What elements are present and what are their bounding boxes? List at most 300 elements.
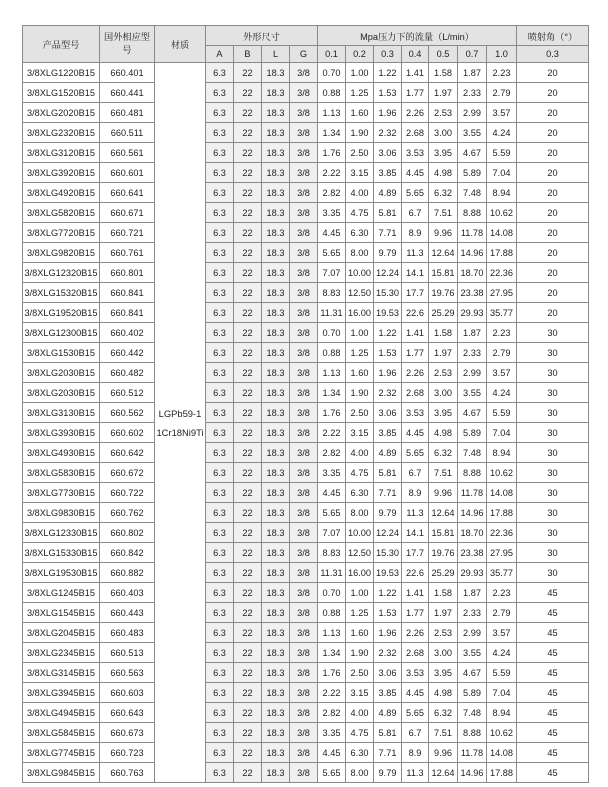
flow-0.3-cell: 1.96	[374, 103, 402, 123]
flow-1.0-cell: 4.24	[487, 383, 517, 403]
flow-0.2-cell: 1.90	[346, 643, 374, 663]
angle-cell: 30	[517, 423, 589, 443]
flow-1.0-cell: 5.59	[487, 663, 517, 683]
foreign-model-cell: 660.403	[100, 583, 155, 603]
table-row	[23, 223, 589, 243]
flow-0.4-cell: 2.68	[402, 643, 429, 663]
flow-0.1-cell: 0.70	[318, 63, 346, 83]
flow-0.4-cell: 2.68	[402, 123, 429, 143]
dim-g-cell: 3/8	[290, 483, 318, 503]
flow-0.7-cell: 7.48	[458, 443, 487, 463]
flow-0.1-cell: 5.65	[318, 243, 346, 263]
flow-0.4-cell: 1.41	[402, 323, 429, 343]
dim-l-cell: 18.3	[262, 403, 290, 423]
dim-a-cell: 6.3	[206, 403, 234, 423]
flow-0.2-cell: 1.25	[346, 83, 374, 103]
flow-0.1-cell: 3.35	[318, 463, 346, 483]
table-body	[23, 63, 589, 783]
flow-0.4-cell: 1.41	[402, 63, 429, 83]
dim-l-cell: 18.3	[262, 683, 290, 703]
flow-0.5-cell: 4.98	[429, 163, 458, 183]
flow-0.3-cell: 1.53	[374, 603, 402, 623]
header-angle: 喷射角（°）	[517, 26, 589, 46]
model-cell: 3/8XLG9845B15	[23, 763, 100, 783]
angle-cell: 30	[517, 483, 589, 503]
dim-l-cell: 18.3	[262, 523, 290, 543]
flow-0.7-cell: 1.87	[458, 63, 487, 83]
angle-cell: 45	[517, 663, 589, 683]
table-row	[23, 463, 589, 483]
flow-0.1-cell: 8.83	[318, 543, 346, 563]
flow-1.0-cell: 2.79	[487, 343, 517, 363]
dim-a-cell: 6.3	[206, 363, 234, 383]
flow-0.3-cell: 2.32	[374, 383, 402, 403]
flow-0.1-cell: 0.88	[318, 343, 346, 363]
flow-0.3-cell: 1.22	[374, 323, 402, 343]
flow-0.5-cell: 7.51	[429, 203, 458, 223]
dim-b-cell: 22	[234, 423, 262, 443]
flow-0.4-cell: 11.3	[402, 503, 429, 523]
flow-0.2-cell: 1.00	[346, 323, 374, 343]
flow-1.0-cell: 3.57	[487, 103, 517, 123]
dim-g-cell: 3/8	[290, 503, 318, 523]
dim-g-cell: 3/8	[290, 63, 318, 83]
flow-0.7-cell: 3.55	[458, 643, 487, 663]
flow-0.7-cell: 11.78	[458, 483, 487, 503]
flow-0.4-cell: 8.9	[402, 223, 429, 243]
dim-b-cell: 22	[234, 543, 262, 563]
dim-b-cell: 22	[234, 243, 262, 263]
header-dim-a: A	[206, 46, 234, 63]
dim-a-cell: 6.3	[206, 623, 234, 643]
dim-l-cell: 18.3	[262, 243, 290, 263]
flow-0.3-cell: 4.89	[374, 703, 402, 723]
flow-0.7-cell: 18.70	[458, 263, 487, 283]
flow-0.2-cell: 1.60	[346, 103, 374, 123]
flow-0.3-cell: 7.71	[374, 743, 402, 763]
flow-0.7-cell: 11.78	[458, 743, 487, 763]
flow-0.1-cell: 1.34	[318, 383, 346, 403]
angle-cell: 30	[517, 543, 589, 563]
header-pressure-0.7: 0.7	[458, 46, 487, 63]
table-header	[23, 26, 589, 63]
foreign-model-cell: 660.673	[100, 723, 155, 743]
dim-a-cell: 6.3	[206, 63, 234, 83]
flow-0.5-cell: 9.96	[429, 743, 458, 763]
dim-l-cell: 18.3	[262, 103, 290, 123]
table-row	[23, 83, 589, 103]
dim-b-cell: 22	[234, 83, 262, 103]
dim-b-cell: 22	[234, 523, 262, 543]
table-row	[23, 303, 589, 323]
dim-l-cell: 18.3	[262, 223, 290, 243]
model-cell: 3/8XLG4930B15	[23, 443, 100, 463]
dim-l-cell: 18.3	[262, 443, 290, 463]
dim-a-cell: 6.3	[206, 763, 234, 783]
flow-0.3-cell: 3.06	[374, 143, 402, 163]
dim-g-cell: 3/8	[290, 343, 318, 363]
flow-0.1-cell: 1.13	[318, 103, 346, 123]
flow-1.0-cell: 5.59	[487, 403, 517, 423]
table-row	[23, 183, 589, 203]
flow-0.4-cell: 2.68	[402, 383, 429, 403]
flow-0.1-cell: 2.82	[318, 703, 346, 723]
flow-0.1-cell: 2.22	[318, 423, 346, 443]
dim-g-cell: 3/8	[290, 643, 318, 663]
flow-0.1-cell: 3.35	[318, 203, 346, 223]
flow-0.4-cell: 14.1	[402, 523, 429, 543]
flow-0.2-cell: 4.75	[346, 463, 374, 483]
flow-0.3-cell: 3.06	[374, 403, 402, 423]
model-cell: 3/8XLG2030B15	[23, 363, 100, 383]
flow-1.0-cell: 17.88	[487, 243, 517, 263]
flow-0.1-cell: 0.70	[318, 323, 346, 343]
dim-a-cell: 6.3	[206, 463, 234, 483]
foreign-model-cell: 660.722	[100, 483, 155, 503]
flow-0.4-cell: 3.53	[402, 403, 429, 423]
flow-0.4-cell: 4.45	[402, 423, 429, 443]
flow-0.2-cell: 4.00	[346, 443, 374, 463]
angle-cell: 20	[517, 163, 589, 183]
flow-0.5-cell: 1.97	[429, 83, 458, 103]
flow-0.4-cell: 11.3	[402, 243, 429, 263]
table-row	[23, 143, 589, 163]
angle-cell: 45	[517, 763, 589, 783]
flow-0.7-cell: 14.96	[458, 763, 487, 783]
flow-0.3-cell: 1.96	[374, 363, 402, 383]
table-row	[23, 403, 589, 423]
flow-0.4-cell: 17.7	[402, 543, 429, 563]
dim-b-cell: 22	[234, 403, 262, 423]
flow-0.2-cell: 4.75	[346, 723, 374, 743]
header-pressure-0.5: 0.5	[429, 46, 458, 63]
model-cell: 3/8XLG7730B15	[23, 483, 100, 503]
flow-0.3-cell: 12.24	[374, 523, 402, 543]
foreign-model-cell: 660.401	[100, 63, 155, 83]
angle-cell: 30	[517, 523, 589, 543]
flow-0.4-cell: 6.7	[402, 203, 429, 223]
table-row	[23, 603, 589, 623]
angle-cell: 45	[517, 723, 589, 743]
dim-b-cell: 22	[234, 623, 262, 643]
table-row	[23, 683, 589, 703]
header-pressure-1.0: 1.0	[487, 46, 517, 63]
dim-l-cell: 18.3	[262, 643, 290, 663]
dim-a-cell: 6.3	[206, 283, 234, 303]
dim-g-cell: 3/8	[290, 743, 318, 763]
dim-b-cell: 22	[234, 483, 262, 503]
angle-cell: 20	[517, 83, 589, 103]
flow-1.0-cell: 7.04	[487, 683, 517, 703]
flow-0.7-cell: 5.89	[458, 423, 487, 443]
flow-0.2-cell: 4.00	[346, 703, 374, 723]
dim-a-cell: 6.3	[206, 663, 234, 683]
dim-a-cell: 6.3	[206, 203, 234, 223]
flow-0.7-cell: 2.33	[458, 603, 487, 623]
angle-cell: 30	[517, 403, 589, 423]
flow-1.0-cell: 10.62	[487, 203, 517, 223]
flow-1.0-cell: 8.94	[487, 183, 517, 203]
dim-g-cell: 3/8	[290, 283, 318, 303]
dim-l-cell: 18.3	[262, 563, 290, 583]
model-cell: 3/8XLG2020B15	[23, 103, 100, 123]
model-cell: 3/8XLG4920B15	[23, 183, 100, 203]
angle-cell: 20	[517, 103, 589, 123]
flow-0.5-cell: 15.81	[429, 523, 458, 543]
table-row	[23, 563, 589, 583]
flow-0.3-cell: 9.79	[374, 503, 402, 523]
flow-0.5-cell: 6.32	[429, 443, 458, 463]
flow-1.0-cell: 5.59	[487, 143, 517, 163]
flow-0.5-cell: 3.00	[429, 643, 458, 663]
flow-0.7-cell: 4.67	[458, 143, 487, 163]
model-cell: 3/8XLG9820B15	[23, 243, 100, 263]
foreign-model-cell: 660.561	[100, 143, 155, 163]
flow-1.0-cell: 10.62	[487, 723, 517, 743]
flow-0.7-cell: 3.55	[458, 383, 487, 403]
flow-0.3-cell: 5.81	[374, 723, 402, 743]
dim-g-cell: 3/8	[290, 443, 318, 463]
table-row	[23, 503, 589, 523]
flow-0.5-cell: 3.95	[429, 663, 458, 683]
dim-g-cell: 3/8	[290, 583, 318, 603]
foreign-model-cell: 660.882	[100, 563, 155, 583]
dim-b-cell: 22	[234, 463, 262, 483]
header-pressure-0.4: 0.4	[402, 46, 429, 63]
dim-a-cell: 6.3	[206, 443, 234, 463]
flow-0.3-cell: 7.71	[374, 483, 402, 503]
flow-0.2-cell: 3.15	[346, 163, 374, 183]
dim-a-cell: 6.3	[206, 643, 234, 663]
flow-0.5-cell: 1.58	[429, 63, 458, 83]
flow-0.3-cell: 1.22	[374, 583, 402, 603]
foreign-model-cell: 660.402	[100, 323, 155, 343]
angle-cell: 45	[517, 703, 589, 723]
dim-l-cell: 18.3	[262, 303, 290, 323]
dim-l-cell: 18.3	[262, 703, 290, 723]
flow-0.4-cell: 6.7	[402, 463, 429, 483]
flow-0.5-cell: 4.98	[429, 683, 458, 703]
foreign-model-cell: 660.511	[100, 123, 155, 143]
flow-0.2-cell: 2.50	[346, 663, 374, 683]
header-pressure-0.1: 0.1	[318, 46, 346, 63]
flow-1.0-cell: 2.23	[487, 583, 517, 603]
dim-l-cell: 18.3	[262, 63, 290, 83]
dim-g-cell: 3/8	[290, 463, 318, 483]
flow-1.0-cell: 3.57	[487, 363, 517, 383]
dim-a-cell: 6.3	[206, 123, 234, 143]
table-row	[23, 483, 589, 503]
dim-g-cell: 3/8	[290, 563, 318, 583]
flow-0.5-cell: 25.29	[429, 563, 458, 583]
table-row	[23, 163, 589, 183]
flow-0.3-cell: 4.89	[374, 183, 402, 203]
dim-g-cell: 3/8	[290, 183, 318, 203]
model-cell: 3/8XLG3920B15	[23, 163, 100, 183]
table-row	[23, 103, 589, 123]
dim-g-cell: 3/8	[290, 223, 318, 243]
flow-0.4-cell: 17.7	[402, 283, 429, 303]
foreign-model-cell: 660.481	[100, 103, 155, 123]
flow-0.7-cell: 2.99	[458, 363, 487, 383]
flow-0.2-cell: 6.30	[346, 483, 374, 503]
flow-0.1-cell: 2.22	[318, 683, 346, 703]
angle-cell: 20	[517, 303, 589, 323]
flow-0.5-cell: 1.58	[429, 323, 458, 343]
foreign-model-cell: 660.671	[100, 203, 155, 223]
table-row	[23, 743, 589, 763]
flow-0.3-cell: 1.53	[374, 343, 402, 363]
dim-a-cell: 6.3	[206, 583, 234, 603]
flow-0.5-cell: 6.32	[429, 183, 458, 203]
flow-0.5-cell: 3.95	[429, 143, 458, 163]
angle-cell: 30	[517, 383, 589, 403]
dim-b-cell: 22	[234, 163, 262, 183]
model-cell: 3/8XLG1520B15	[23, 83, 100, 103]
angle-cell: 20	[517, 183, 589, 203]
flow-0.7-cell: 8.88	[458, 723, 487, 743]
model-cell: 3/8XLG1220B15	[23, 63, 100, 83]
header-flow: Mpa压力下的流量（L/min）	[318, 26, 517, 46]
flow-0.1-cell: 7.07	[318, 523, 346, 543]
flow-1.0-cell: 35.77	[487, 303, 517, 323]
flow-0.2-cell: 12.50	[346, 283, 374, 303]
flow-0.2-cell: 10.00	[346, 263, 374, 283]
flow-0.3-cell: 3.06	[374, 663, 402, 683]
model-cell: 3/8XLG3945B15	[23, 683, 100, 703]
flow-1.0-cell: 8.94	[487, 443, 517, 463]
dim-b-cell: 22	[234, 683, 262, 703]
flow-0.4-cell: 2.26	[402, 623, 429, 643]
table-row	[23, 363, 589, 383]
flow-1.0-cell: 7.04	[487, 163, 517, 183]
flow-0.5-cell: 4.98	[429, 423, 458, 443]
dim-g-cell: 3/8	[290, 603, 318, 623]
dim-b-cell: 22	[234, 143, 262, 163]
dim-g-cell: 3/8	[290, 163, 318, 183]
dim-b-cell: 22	[234, 763, 262, 783]
dim-a-cell: 6.3	[206, 263, 234, 283]
flow-0.1-cell: 4.45	[318, 743, 346, 763]
flow-0.4-cell: 1.41	[402, 583, 429, 603]
flow-0.2-cell: 3.15	[346, 423, 374, 443]
flow-0.2-cell: 6.30	[346, 743, 374, 763]
dim-b-cell: 22	[234, 743, 262, 763]
table-row	[23, 723, 589, 743]
flow-0.4-cell: 2.26	[402, 103, 429, 123]
flow-0.3-cell: 15.30	[374, 543, 402, 563]
dim-a-cell: 6.3	[206, 103, 234, 123]
flow-1.0-cell: 27.95	[487, 283, 517, 303]
header-dimensions: 外形尺寸	[206, 26, 318, 46]
table-row	[23, 203, 589, 223]
dim-l-cell: 18.3	[262, 343, 290, 363]
flow-0.1-cell: 4.45	[318, 483, 346, 503]
foreign-model-cell: 660.603	[100, 683, 155, 703]
flow-0.2-cell: 8.00	[346, 503, 374, 523]
angle-cell: 45	[517, 683, 589, 703]
model-cell: 3/8XLG12320B15	[23, 263, 100, 283]
angle-cell: 20	[517, 223, 589, 243]
flow-0.1-cell: 11.31	[318, 563, 346, 583]
flow-0.1-cell: 11.31	[318, 303, 346, 323]
dim-b-cell: 22	[234, 123, 262, 143]
flow-0.3-cell: 2.32	[374, 123, 402, 143]
dim-l-cell: 18.3	[262, 123, 290, 143]
model-cell: 3/8XLG7720B15	[23, 223, 100, 243]
model-cell: 3/8XLG2320B15	[23, 123, 100, 143]
foreign-model-cell: 660.643	[100, 703, 155, 723]
flow-0.1-cell: 1.76	[318, 143, 346, 163]
dim-a-cell: 6.3	[206, 243, 234, 263]
table-row	[23, 443, 589, 463]
flow-0.7-cell: 2.99	[458, 103, 487, 123]
flow-0.1-cell: 0.70	[318, 583, 346, 603]
header-pressure-0.2: 0.2	[346, 46, 374, 63]
flow-0.7-cell: 23.38	[458, 283, 487, 303]
flow-0.2-cell: 8.00	[346, 243, 374, 263]
flow-0.5-cell: 12.64	[429, 763, 458, 783]
foreign-model-cell: 660.841	[100, 303, 155, 323]
dim-a-cell: 6.3	[206, 223, 234, 243]
foreign-model-cell: 660.672	[100, 463, 155, 483]
dim-g-cell: 3/8	[290, 363, 318, 383]
angle-cell: 45	[517, 603, 589, 623]
dim-l-cell: 18.3	[262, 203, 290, 223]
flow-0.5-cell: 19.76	[429, 283, 458, 303]
flow-0.2-cell: 16.00	[346, 303, 374, 323]
dim-a-cell: 6.3	[206, 563, 234, 583]
material-line: LGPb59-1	[158, 407, 202, 419]
header-material: 材质	[155, 26, 206, 63]
flow-0.7-cell: 3.55	[458, 123, 487, 143]
model-cell: 3/8XLG2345B15	[23, 643, 100, 663]
angle-cell: 30	[517, 323, 589, 343]
dim-b-cell: 22	[234, 343, 262, 363]
dim-l-cell: 18.3	[262, 183, 290, 203]
foreign-model-cell: 660.801	[100, 263, 155, 283]
dim-l-cell: 18.3	[262, 483, 290, 503]
header-angle-pressure: 0.3	[517, 46, 589, 63]
flow-1.0-cell: 35.77	[487, 563, 517, 583]
dim-b-cell: 22	[234, 723, 262, 743]
flow-0.1-cell: 1.76	[318, 403, 346, 423]
table-row	[23, 123, 589, 143]
dim-g-cell: 3/8	[290, 123, 318, 143]
flow-0.5-cell: 2.53	[429, 623, 458, 643]
flow-0.5-cell: 1.97	[429, 603, 458, 623]
flow-0.1-cell: 2.22	[318, 163, 346, 183]
flow-0.7-cell: 14.96	[458, 503, 487, 523]
flow-0.7-cell: 4.67	[458, 403, 487, 423]
table-row	[23, 583, 589, 603]
flow-1.0-cell: 17.88	[487, 503, 517, 523]
flow-1.0-cell: 8.94	[487, 703, 517, 723]
flow-0.7-cell: 4.67	[458, 663, 487, 683]
dim-g-cell: 3/8	[290, 323, 318, 343]
dim-a-cell: 6.3	[206, 343, 234, 363]
flow-0.3-cell: 9.79	[374, 243, 402, 263]
flow-0.4-cell: 3.53	[402, 143, 429, 163]
flow-0.3-cell: 1.96	[374, 623, 402, 643]
model-cell: 3/8XLG19530B15	[23, 563, 100, 583]
table-row	[23, 383, 589, 403]
flow-0.1-cell: 1.76	[318, 663, 346, 683]
dim-b-cell: 22	[234, 563, 262, 583]
flow-0.5-cell: 25.29	[429, 303, 458, 323]
table-row	[23, 763, 589, 783]
dim-l-cell: 18.3	[262, 263, 290, 283]
